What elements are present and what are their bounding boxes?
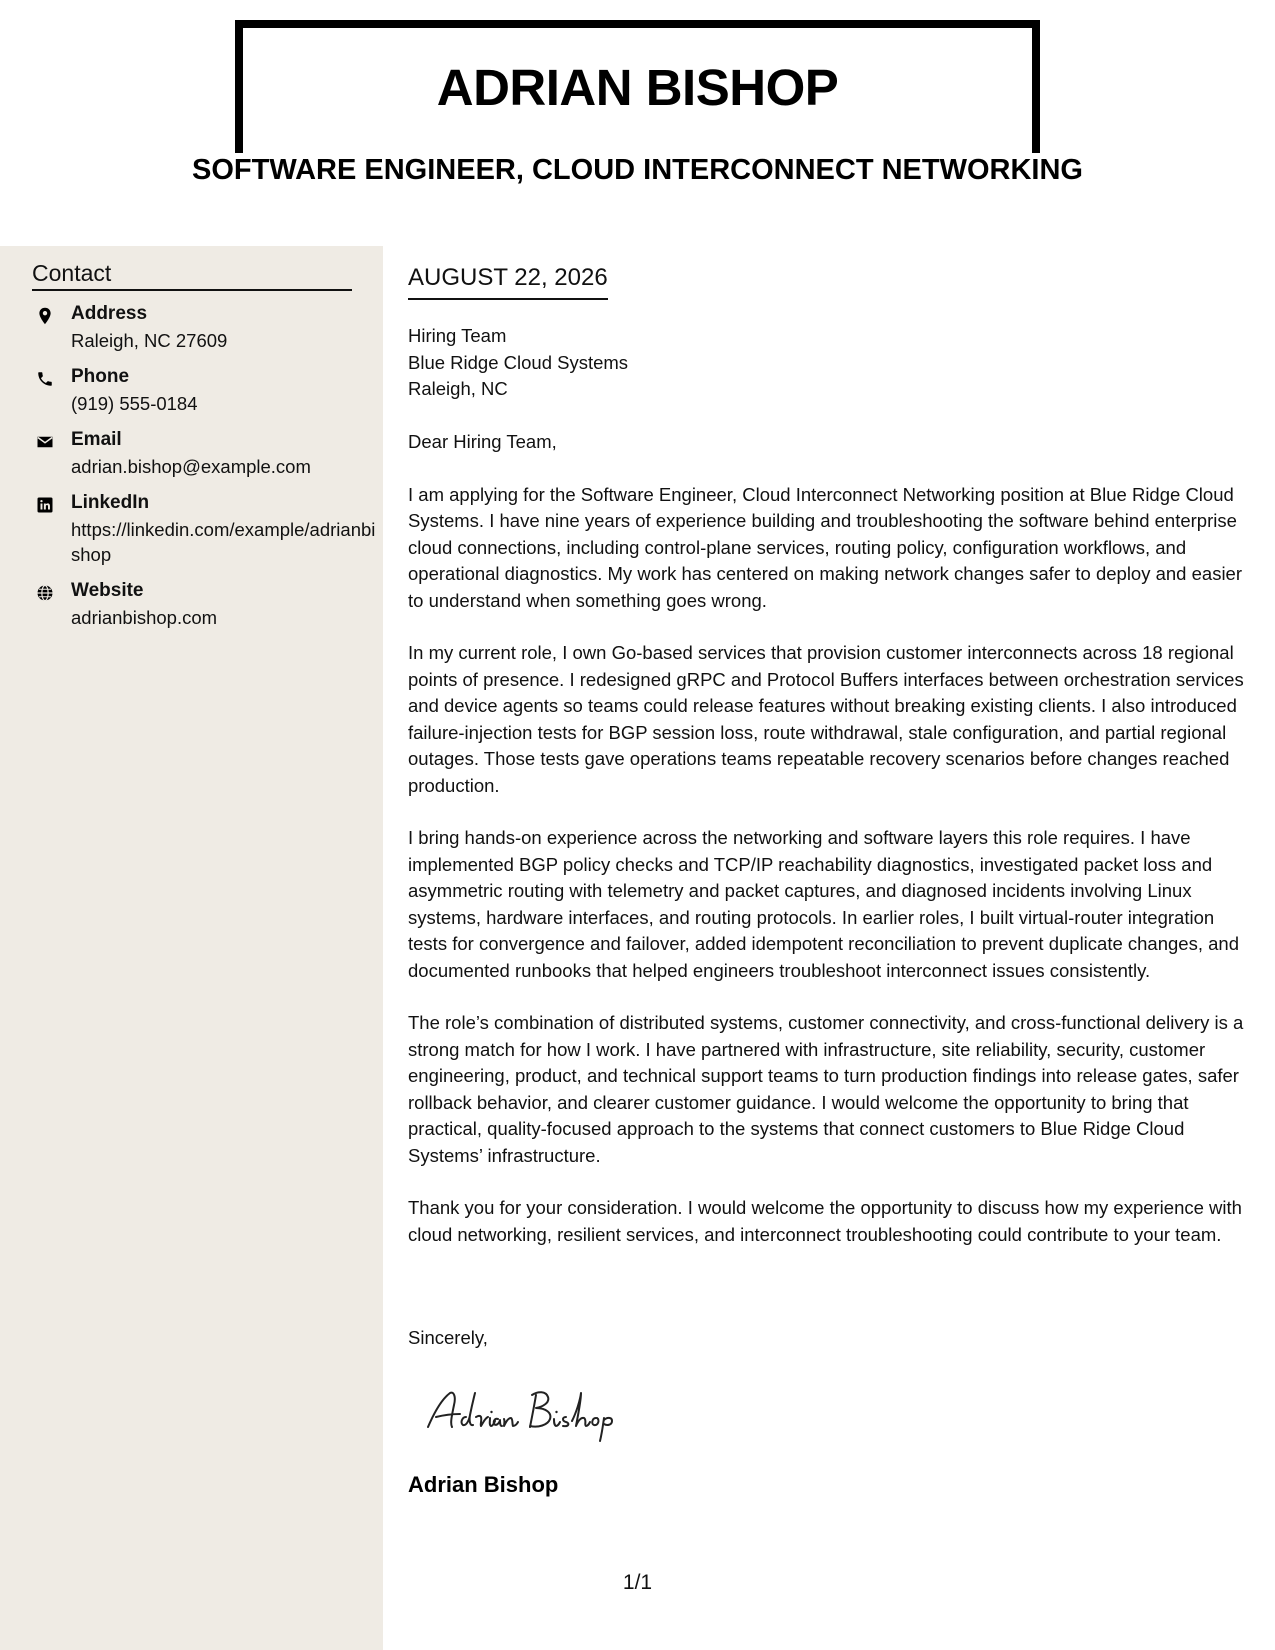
phone-value: (919) 555-0184 — [71, 393, 198, 414]
applicant-name: ADRIAN BISHOP — [436, 59, 839, 116]
page-number: 1/1 — [622, 1571, 653, 1594]
signer-name: Adrian Bishop — [408, 1472, 559, 1497]
email-label: Email — [71, 429, 122, 450]
phone-label: Phone — [71, 366, 130, 387]
letter-paragraph: I am applying for the Software Engineer, Cloud Interconnect Networking position at Blue Ridge Cloud Systems. I have nine years of experience building and troubleshooting the software behind enterprise cloud connections, including control-plane services, routing policy, configuration workflows, and operational diagnostics. My work has centered on making network changes safer to deploy and easier to understand when something goes wrong. — [408, 483, 1242, 611]
website-value: adrianbishop.com — [71, 607, 218, 628]
letter-date: AUGUST 22, 2026 — [408, 264, 608, 300]
closing: Sincerely, — [408, 1327, 488, 1348]
contact-heading: Contact — [32, 260, 352, 291]
linkedin-value: https://linkedin.com/example/adrianbishop — [71, 519, 376, 565]
letter-paragraph: The role’s combination of distributed systems, customer connectivity, and cross-functional delivery is a strong match for how I work. I have partnered with infrastructure, site reliability, security, customer engineering, product, and technical support teams to turn production findings into release gates, safer rollback behavior, and clearer customer guidance. I would welcome the opportunity to bring that practical, quality-focused approach to the systems that connect customers to Blue Ridge Cloud Systems’ infrastructure. — [408, 1012, 1244, 1166]
website-label: Website — [71, 580, 144, 601]
recipient-line: Blue Ridge Cloud Systems — [408, 351, 629, 373]
linkedin-label: LinkedIn — [71, 492, 150, 513]
recipient-line: Hiring Team — [408, 325, 507, 346]
email-value: adrian.bishop@example.com — [71, 456, 311, 477]
envelope-icon — [36, 433, 54, 451]
address-value: Raleigh, NC 27609 — [71, 330, 228, 351]
salutation: Dear Hiring Team, — [408, 431, 557, 452]
letter-paragraph: Thank you for your consideration. I would welcome the opportunity to discuss how my experience with cloud networking, resilient services, and interconnect troubleshooting could contribute to your team. — [408, 1197, 1242, 1245]
recipient-block — [408, 323, 628, 403]
letter-paragraph: I bring hands-on experience across the networking and software layers this role requires. I have implemented BGP policy checks and TCP/IP reachability diagnostics, investigated packet loss and asymmetric routing with telemetry and packet captures, and diagnosed incidents involving Linux systems, hardware interfaces, and routing protocols. In earlier roles, I built virtual-router integration tests for convergence and failover, added idempotent reconciliation to prevent duplicate changes, and documented runbooks that helped engineers troubleshoot interconnect issues consistently. — [408, 827, 1239, 981]
letter-paragraph: In my current role, I own Go-based services that provision customer interconnects across 18 regional points of presence. I redesigned gRPC and Protocol Buffers interfaces between orchestration services and device agents so teams could release features without breaking existing clients. I also introduced failure-injection tests for BGP session loss, route withdrawal, stale configuration, and partial regional outages. Those tests gave operations teams repeatable recovery scenarios before changes reached production. — [408, 642, 1244, 796]
handwritten-signature — [420, 1383, 660, 1443]
address-label: Address — [71, 303, 148, 324]
job-title: SOFTWARE ENGINEER, CLOUD INTERCONNECT NETWORKING — [192, 154, 1083, 186]
letter-body — [408, 429, 1253, 1274]
globe-icon — [36, 584, 54, 602]
map-pin-icon — [36, 307, 54, 325]
phone-icon — [36, 370, 54, 388]
linkedin-icon — [36, 496, 54, 514]
recipient-line: Raleigh, NC — [408, 378, 508, 399]
